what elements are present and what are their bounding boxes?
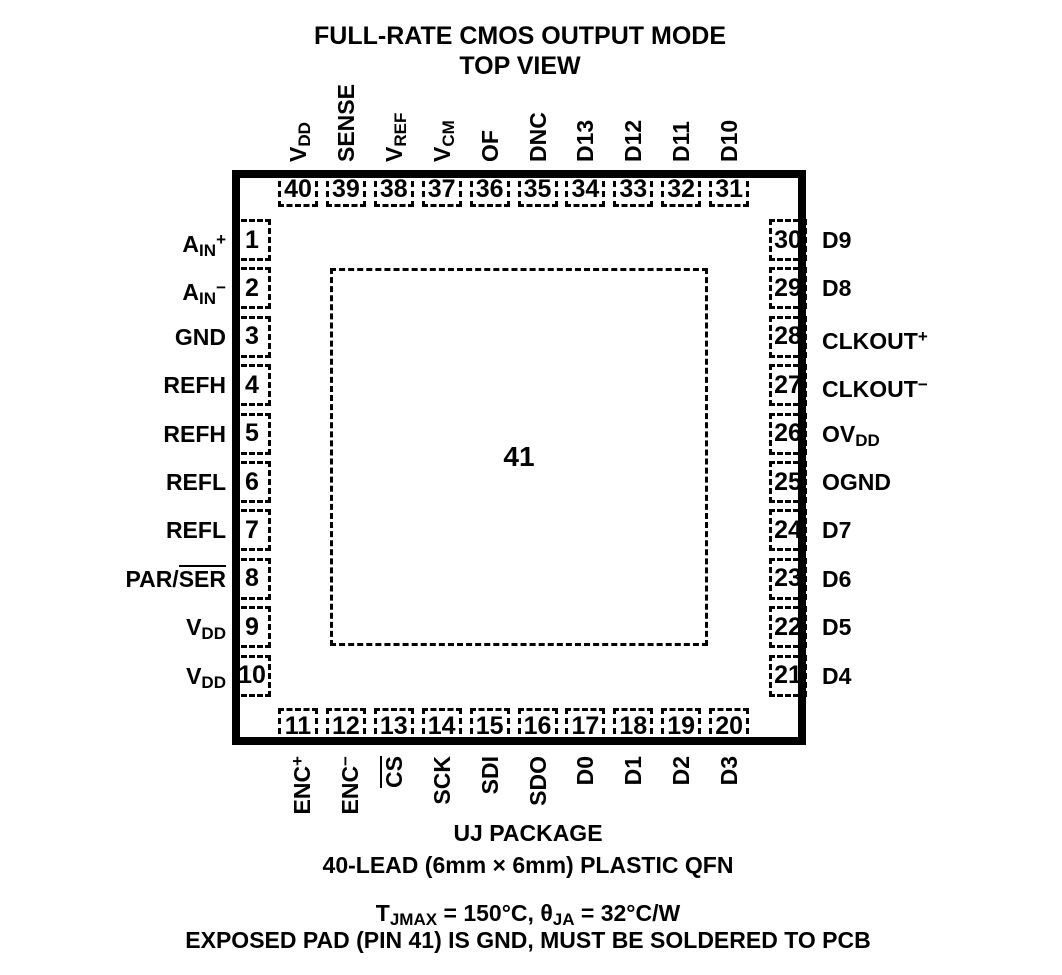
text: A <box>182 279 200 306</box>
sub-text: REF <box>390 112 410 147</box>
pin-box <box>233 655 271 697</box>
title-block <box>0 21 1040 81</box>
text: D4 <box>822 662 852 689</box>
pin-number: 1 <box>245 225 259 254</box>
pin-number: 6 <box>245 467 259 496</box>
sup-text: − <box>216 278 226 298</box>
pin-box <box>709 708 749 744</box>
pin-number: 28 <box>774 322 802 351</box>
pin-number: 2 <box>245 273 259 302</box>
pin-label <box>186 662 226 697</box>
sub-text: IN <box>199 241 217 261</box>
pin-label <box>571 120 599 162</box>
pin-label <box>166 516 226 544</box>
text: D8 <box>822 275 852 302</box>
pin-box <box>565 171 605 207</box>
pin-number: 14 <box>427 711 456 740</box>
sub-text: JA <box>552 910 575 930</box>
pin-number: 35 <box>523 174 552 203</box>
pin-label <box>715 756 743 785</box>
pin-number: 37 <box>427 174 456 203</box>
pin-box <box>326 708 366 744</box>
pin-box <box>278 171 318 207</box>
pin-box <box>278 708 318 744</box>
pin-label <box>822 323 928 355</box>
pin-box <box>233 461 271 503</box>
pin-label <box>822 565 851 593</box>
text: D12 <box>620 119 647 162</box>
sub-text: DD <box>201 672 226 692</box>
pin-box <box>613 708 653 744</box>
sub-text: IN <box>199 289 217 309</box>
pin-box <box>470 171 510 207</box>
pin-box <box>661 171 701 207</box>
text: V <box>186 662 202 689</box>
text: D6 <box>822 565 852 592</box>
pin-number: 24 <box>774 515 802 544</box>
pin-label <box>182 274 226 313</box>
text: D5 <box>822 614 852 641</box>
pin-label <box>822 516 851 544</box>
text: D11 <box>668 121 695 162</box>
pin-box <box>769 316 807 358</box>
pin-number: 5 <box>245 419 259 448</box>
text: REFH <box>163 372 226 399</box>
pin-label <box>476 130 504 162</box>
pin-label <box>175 323 226 351</box>
pin-box <box>233 219 271 261</box>
text: PAR/ <box>125 565 179 592</box>
pin-label <box>524 112 552 162</box>
package-name: UJ PACKAGE <box>453 820 603 846</box>
pin-number: 21 <box>774 661 802 690</box>
pin-box <box>470 708 510 744</box>
pin-label <box>822 420 880 455</box>
pin-label <box>125 565 226 593</box>
pin-label <box>332 84 360 162</box>
pin-number: 36 <box>475 174 504 203</box>
text: ENC <box>337 765 364 815</box>
text: T <box>375 900 390 926</box>
pin-number: 3 <box>245 322 259 351</box>
over-text: CS <box>380 756 407 788</box>
pin-box <box>233 267 271 309</box>
pin-label <box>284 122 319 162</box>
over-text: SER <box>178 565 226 592</box>
pin-box <box>233 413 271 455</box>
pin-box <box>326 171 366 207</box>
text: REFH <box>163 420 226 447</box>
pin-label <box>186 613 226 648</box>
pin-number: 39 <box>331 174 360 203</box>
pin-number: 13 <box>379 711 408 740</box>
text: SCK <box>428 756 455 805</box>
pin-label <box>822 226 851 254</box>
text: V <box>380 146 407 162</box>
pin-number: 18 <box>619 711 648 740</box>
figure-title: FULL-RATE CMOS OUTPUT MODE <box>314 22 726 50</box>
sub-text: DD <box>855 430 880 450</box>
pin-box <box>233 316 271 358</box>
pin-number: 27 <box>774 370 802 399</box>
pin-box <box>374 708 414 744</box>
pin-label <box>619 120 647 162</box>
text: REFL <box>165 469 226 495</box>
pin-label <box>380 113 415 162</box>
pin-label <box>476 756 504 794</box>
pin-label <box>571 756 599 785</box>
pin-number: 34 <box>571 174 600 203</box>
sub-text: DD <box>201 624 226 644</box>
pin-label <box>428 120 463 162</box>
pin-box <box>374 171 414 207</box>
pin-number: 16 <box>523 711 552 740</box>
pin-box <box>233 509 271 551</box>
pin-label <box>822 662 851 690</box>
pin-number: 22 <box>774 612 802 641</box>
sub-text: JMAX <box>389 910 438 930</box>
pin-box <box>422 171 462 207</box>
pin-box <box>233 606 271 648</box>
pin-number: 38 <box>379 174 408 203</box>
pin-number: 15 <box>475 711 504 740</box>
pin-number: 23 <box>774 564 802 593</box>
pin-number: 17 <box>571 711 600 740</box>
pin-number: 8 <box>245 564 259 593</box>
text: V <box>428 146 455 162</box>
pin-label <box>428 756 456 805</box>
pin-label <box>822 468 891 496</box>
pin-number: 9 <box>245 612 259 641</box>
text: A <box>182 231 200 258</box>
text: = 32°C/W <box>574 900 681 926</box>
exposed-pad <box>330 268 708 646</box>
text: OV <box>822 420 856 447</box>
pin-box <box>613 171 653 207</box>
pin-box <box>769 364 807 406</box>
text: = 150°C, <box>437 900 541 926</box>
text: ENC <box>289 765 316 815</box>
pin-label <box>380 756 408 788</box>
text: D3 <box>716 756 743 786</box>
pin-number: 20 <box>715 711 743 740</box>
pin-number: 7 <box>245 515 259 544</box>
pin-label <box>822 613 851 641</box>
pin-box <box>769 461 807 503</box>
text: REFL <box>165 517 226 544</box>
sup-text: − <box>917 375 928 395</box>
pin-box <box>769 219 807 261</box>
pin-label <box>284 756 316 815</box>
pin-label <box>715 120 743 162</box>
sup-text: + <box>288 756 307 766</box>
sub-text: DD <box>295 122 315 147</box>
pin-number: 32 <box>667 174 696 203</box>
sup-text: + <box>917 326 928 346</box>
text: SDO <box>524 756 551 806</box>
pin-label <box>667 121 695 162</box>
text: D9 <box>822 227 852 253</box>
pin-label <box>822 274 851 302</box>
text: OF <box>476 130 503 162</box>
sup-text: + <box>216 230 226 249</box>
text: DNC <box>524 112 551 162</box>
pin-number: 11 <box>284 711 312 740</box>
pin-label <box>667 756 695 785</box>
pin-box <box>769 606 807 648</box>
pin-box <box>233 364 271 406</box>
pin-number: 10 <box>238 661 266 690</box>
text: OGND <box>822 469 891 495</box>
text: D10 <box>716 119 743 162</box>
figure-subtitle: TOP VIEW <box>459 52 581 80</box>
text: GND <box>174 323 226 350</box>
pin-number: 4 <box>245 370 259 399</box>
pin-label <box>332 756 364 815</box>
text: D1 <box>620 756 647 786</box>
text: θ <box>540 900 553 926</box>
pin-box <box>422 708 462 744</box>
pin-label <box>822 371 928 403</box>
sub-text: CM <box>438 120 458 147</box>
text: D2 <box>668 756 695 786</box>
pin-number: 31 <box>715 174 743 203</box>
pin-number: 19 <box>667 711 696 740</box>
text: CLKOUT <box>822 376 918 403</box>
pin-box <box>769 655 807 697</box>
pin-number: 33 <box>619 174 648 203</box>
pin-box <box>769 509 807 551</box>
pin-number: 30 <box>774 225 802 254</box>
pin-box <box>518 171 558 207</box>
pin-label <box>619 756 647 785</box>
pin-label <box>166 468 226 496</box>
sup-text: − <box>335 756 355 766</box>
pin-label <box>182 226 226 265</box>
pin-label <box>163 371 226 399</box>
pin-number: 29 <box>774 273 802 302</box>
text: D0 <box>572 756 599 786</box>
pin-box <box>769 267 807 309</box>
text: SDI <box>476 756 503 795</box>
text: CLKOUT <box>822 327 918 354</box>
pin-box <box>518 708 558 744</box>
package-description: 40-LEAD (6mm × 6mm) PLASTIC QFN <box>322 852 734 878</box>
exposed-pad-number: 41 <box>503 441 535 472</box>
pin-label <box>163 420 226 448</box>
pin-box <box>233 558 271 600</box>
text: D13 <box>572 119 599 162</box>
pin-box <box>565 708 605 744</box>
text: V <box>285 146 311 162</box>
pin-number: 40 <box>284 174 312 203</box>
text: SENSE <box>332 84 359 162</box>
exposed-pad-note: EXPOSED PAD (PIN 41) IS GND, MUST BE SOLDERED TO PCB <box>185 927 871 953</box>
pin-number: 12 <box>331 711 360 740</box>
pin-number: 25 <box>774 467 802 496</box>
pin-box <box>769 413 807 455</box>
text: V <box>186 614 202 641</box>
pin-box <box>661 708 701 744</box>
pin-box <box>769 558 807 600</box>
pin-number: 26 <box>774 419 802 448</box>
pin-label <box>524 756 552 806</box>
text: D7 <box>822 517 852 544</box>
pin-box <box>709 171 749 207</box>
